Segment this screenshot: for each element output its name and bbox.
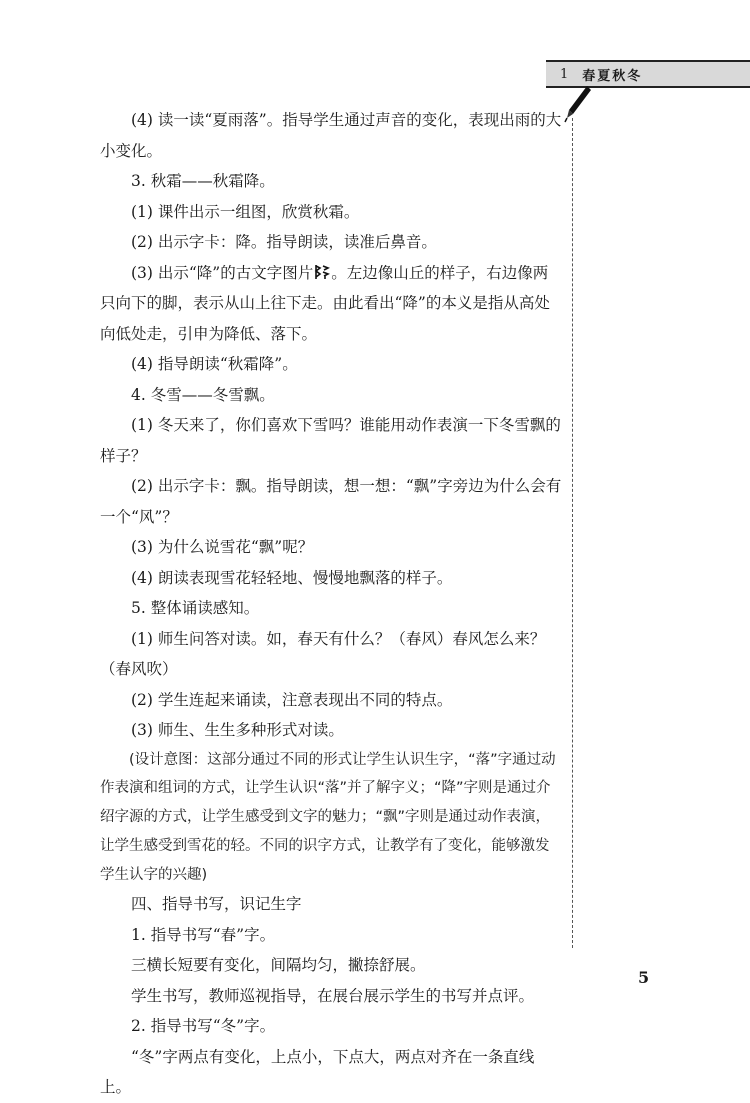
paragraph: (1) 师生问答对读。如，春天有什么？（春风）春风怎么来？（春风吹） xyxy=(100,629,546,678)
section-heading: 四、指导书写，识记生字 xyxy=(131,895,302,914)
paragraph: (3) 为什么说雪花“飘”呢？ xyxy=(131,538,314,556)
page-number: 5 xyxy=(638,968,650,987)
paragraph: (3) 师生、生生多种形式对读。 xyxy=(131,721,344,739)
paragraph: (4) 指导朗读“秋霜降”。 xyxy=(131,355,298,373)
ancient-character-jiang-icon xyxy=(314,264,330,280)
paragraph: (2) 学生连起来诵读，注意表现出不同的特点。 xyxy=(131,690,453,709)
paragraph-text: (3) 出示“降”的古文字图片 xyxy=(131,263,314,282)
paragraph: (1) 冬天来了，你们喜欢下雪吗？谁能用动作表演一下冬雪飘的样子？ xyxy=(100,416,561,465)
paragraph: (2) 出示字卡：降。指导朗读，读准后鼻音。 xyxy=(131,233,437,251)
pen-icon xyxy=(563,84,593,124)
page-body xyxy=(100,105,562,1103)
paragraph: “冬”字两点有变化，上点小，下点大，两点对齐在一条直线上。 xyxy=(100,1047,535,1097)
paragraph: (2) 出示字卡：飘。指导朗读，想一想：“飘”字旁边为什么会有一个“风”？ xyxy=(100,477,562,526)
paragraph-text: 。左边像山丘的样子，右边像两只向下的脚，表示从山上往下走。由此看出“降”的本义是指从高处向低处走，引申为降低、落下。 xyxy=(100,263,550,343)
chapter-number: 1 xyxy=(560,66,569,82)
margin-dashed-line xyxy=(572,118,573,948)
paragraph: 2. 指导书写“冬”字。 xyxy=(131,1017,276,1036)
paragraph: 学生书写，教师巡视指导，在展台展示学生的书写并点评。 xyxy=(131,986,535,1005)
paragraph: 三横长短要有变化，间隔均匀，撇捺舒展。 xyxy=(131,956,426,975)
paragraph: 4. 冬雪——冬雪飘。 xyxy=(131,385,275,404)
paragraph: (4) 朗读表现雪花轻轻地、慢慢地飘落的样子。 xyxy=(131,568,453,587)
paragraph: (4) 读一读“夏雨落”。指导学生通过声音的变化，表现出雨的大小变化。 xyxy=(100,111,562,160)
paragraph: (1) 课件出示一组图，欣赏秋霜。 xyxy=(131,202,360,221)
paragraph xyxy=(100,258,562,350)
paragraph: 5. 整体诵读感知。 xyxy=(131,599,260,617)
chapter-title: 春夏秋冬 xyxy=(582,68,643,84)
paragraph: 3. 秋霜——秋霜降。 xyxy=(131,172,275,190)
design-intent-note: (设计意图：这部分通过不同的形式让学生认识生字，“落”字通过动作表演和组词的方式，让学生认识“落”并了解字义；“降”字则是通过介绍字源的方式，让学生感受到文字的魅力；“飘”字则是通过动作表演，让学生感受到雪花的轻。不同的识字方式，让教学有了变化，能够激发学生认字的兴趣) xyxy=(100,751,556,883)
paragraph: 1. 指导书写“春”字。 xyxy=(131,925,276,944)
